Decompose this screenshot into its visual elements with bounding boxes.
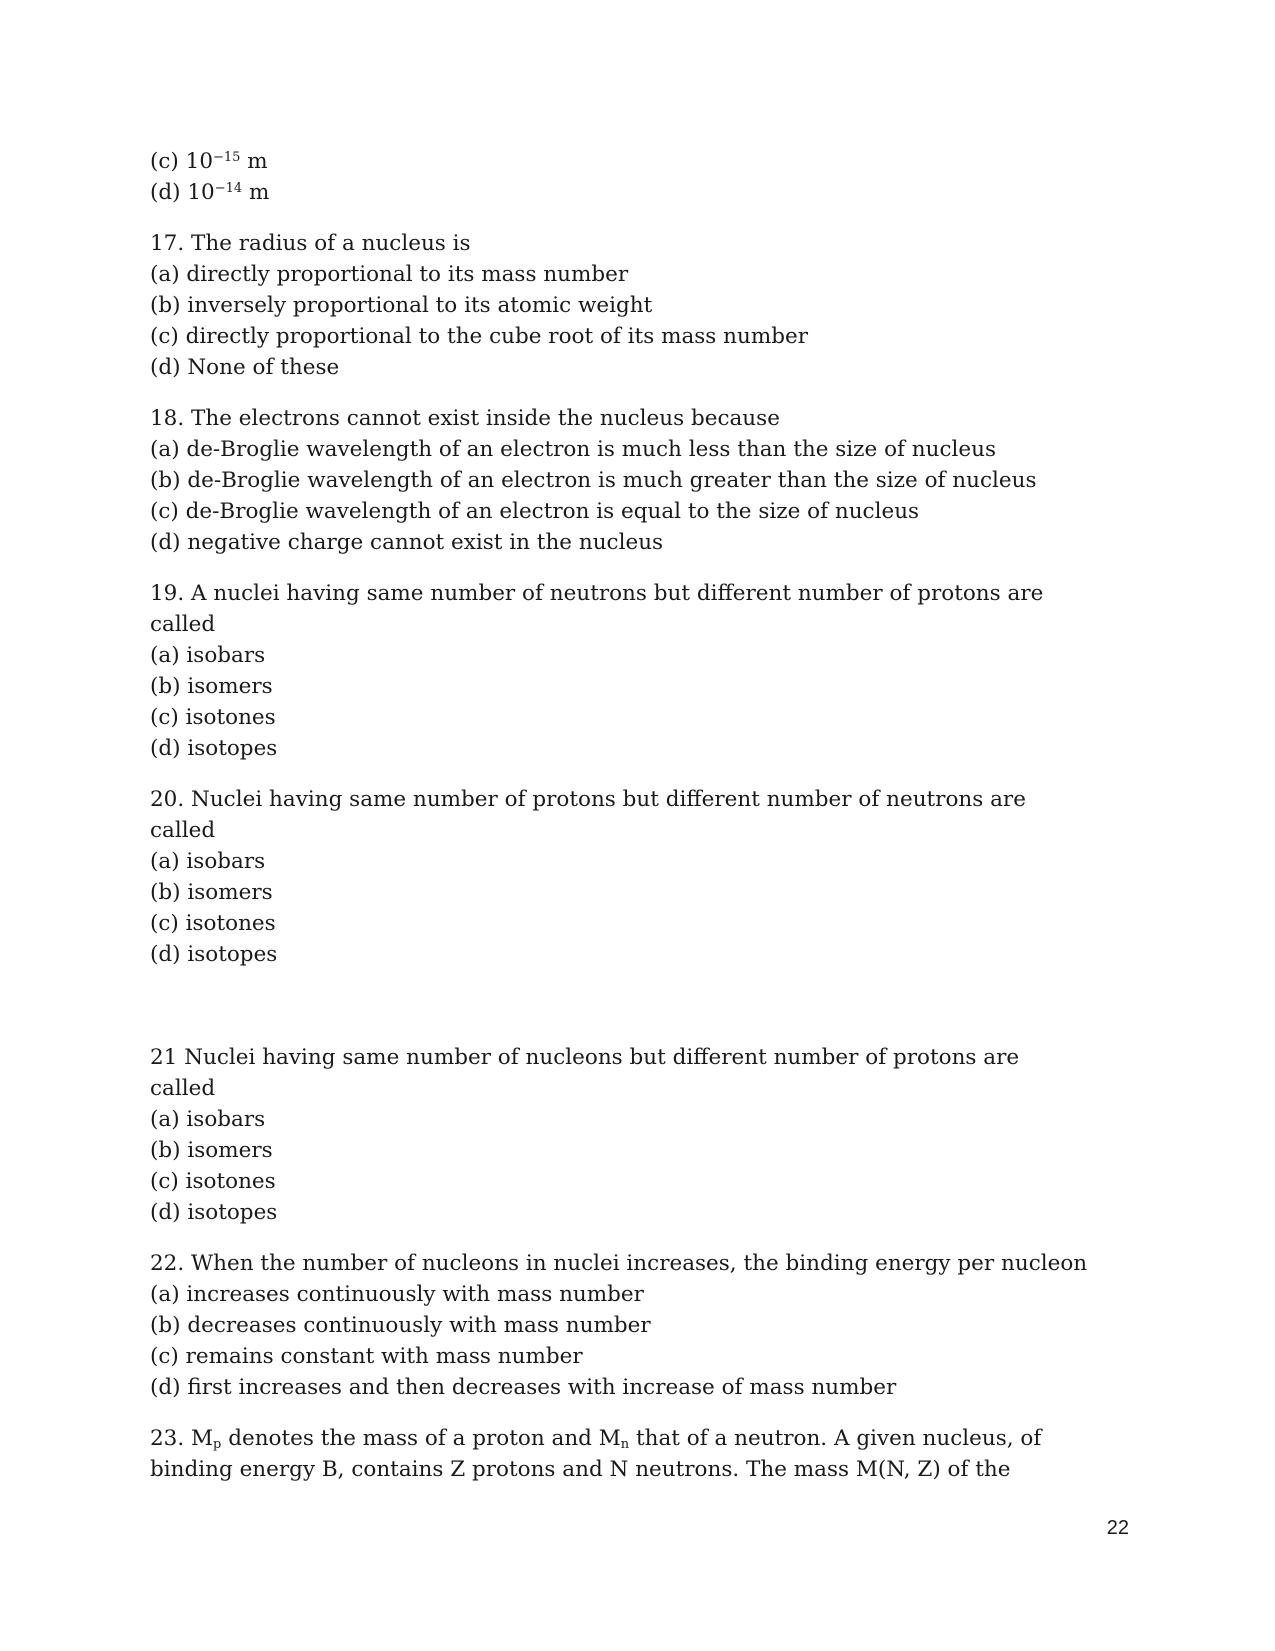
blank-gap (150, 990, 1135, 1042)
question-stem-continued: called (150, 1076, 216, 1101)
question-stem: 23. $M_p$ denotes the mass of a proton and $M_n$ that of a neutron. A given nucleus, of (150, 1426, 1042, 1452)
option-c: (c) directly proportional to the cube root of its mass number (150, 324, 809, 349)
option-d: (d) None of these (150, 355, 340, 380)
page-content (150, 146, 1135, 1505)
question-stem: 21 Nuclei having same number of nucleons but different number of protons are (150, 1045, 1020, 1070)
option-d: (d) isotopes (150, 736, 278, 761)
q16-carryover-options (150, 146, 1135, 208)
option-c: (c) remains constant with mass number (150, 1344, 583, 1369)
option-d: (d) isotopes (150, 1200, 278, 1225)
option-d: (d) $10^{-14}$ m (150, 180, 270, 205)
option-c: (c) isotones (150, 911, 276, 936)
option-c: (c) isotones (150, 705, 276, 730)
page-number: 22 (1106, 1517, 1129, 1539)
option-b: (b) isomers (150, 880, 273, 905)
question-stem: 20. Nuclei having same number of protons but different number of neutrons are (150, 787, 1026, 812)
question-stem: 22. When the number of nucleons in nuclei increases, the binding energy per nucleon (150, 1251, 1088, 1276)
option-d: (d) isotopes (150, 942, 278, 967)
question-stem: 17. The radius of a nucleus is (150, 231, 471, 256)
option-b: (b) isomers (150, 674, 273, 699)
question-21 (150, 1042, 1135, 1228)
question-19 (150, 578, 1135, 764)
question-18 (150, 403, 1135, 558)
option-b: (b) isomers (150, 1138, 273, 1163)
option-a: (a) isobars (150, 1107, 266, 1132)
option-b: (b) de-Broglie wavelength of an electron is much greater than the size of nucleus (150, 468, 1037, 493)
question-22 (150, 1248, 1135, 1403)
question-stem: 18. The electrons cannot exist inside the nucleus because (150, 406, 780, 431)
option-d: (d) negative charge cannot exist in the nucleus (150, 530, 664, 555)
question-17 (150, 228, 1135, 383)
question-20 (150, 784, 1135, 970)
option-a: (a) de-Broglie wavelength of an electron is much less than the size of nucleus (150, 437, 997, 462)
option-a: (a) directly proportional to its mass number (150, 262, 629, 287)
option-c: (c) isotones (150, 1169, 276, 1194)
option-a: (a) isobars (150, 643, 266, 668)
question-stem-continued: called (150, 612, 216, 637)
question-stem-continued: called (150, 818, 216, 843)
option-c: (c) de-Broglie wavelength of an electron is equal to the size of nucleus (150, 499, 920, 524)
question-23 (150, 1423, 1135, 1485)
option-a: (a) increases continuously with mass number (150, 1282, 644, 1307)
option-b: (b) inversely proportional to its atomic weight (150, 293, 653, 318)
option-c: (c) $10^{-15}$ m (150, 149, 268, 174)
option-a: (a) isobars (150, 849, 266, 874)
question-stem: 19. A nuclei having same number of neutrons but different number of protons are (150, 581, 1044, 606)
option-d: (d) first increases and then decreases with increase of mass number (150, 1375, 897, 1400)
option-b: (b) decreases continuously with mass number (150, 1313, 651, 1338)
question-stem-continued: binding energy B, contains Z protons and N neutrons. The mass M(N, Z) of the (150, 1457, 1011, 1482)
